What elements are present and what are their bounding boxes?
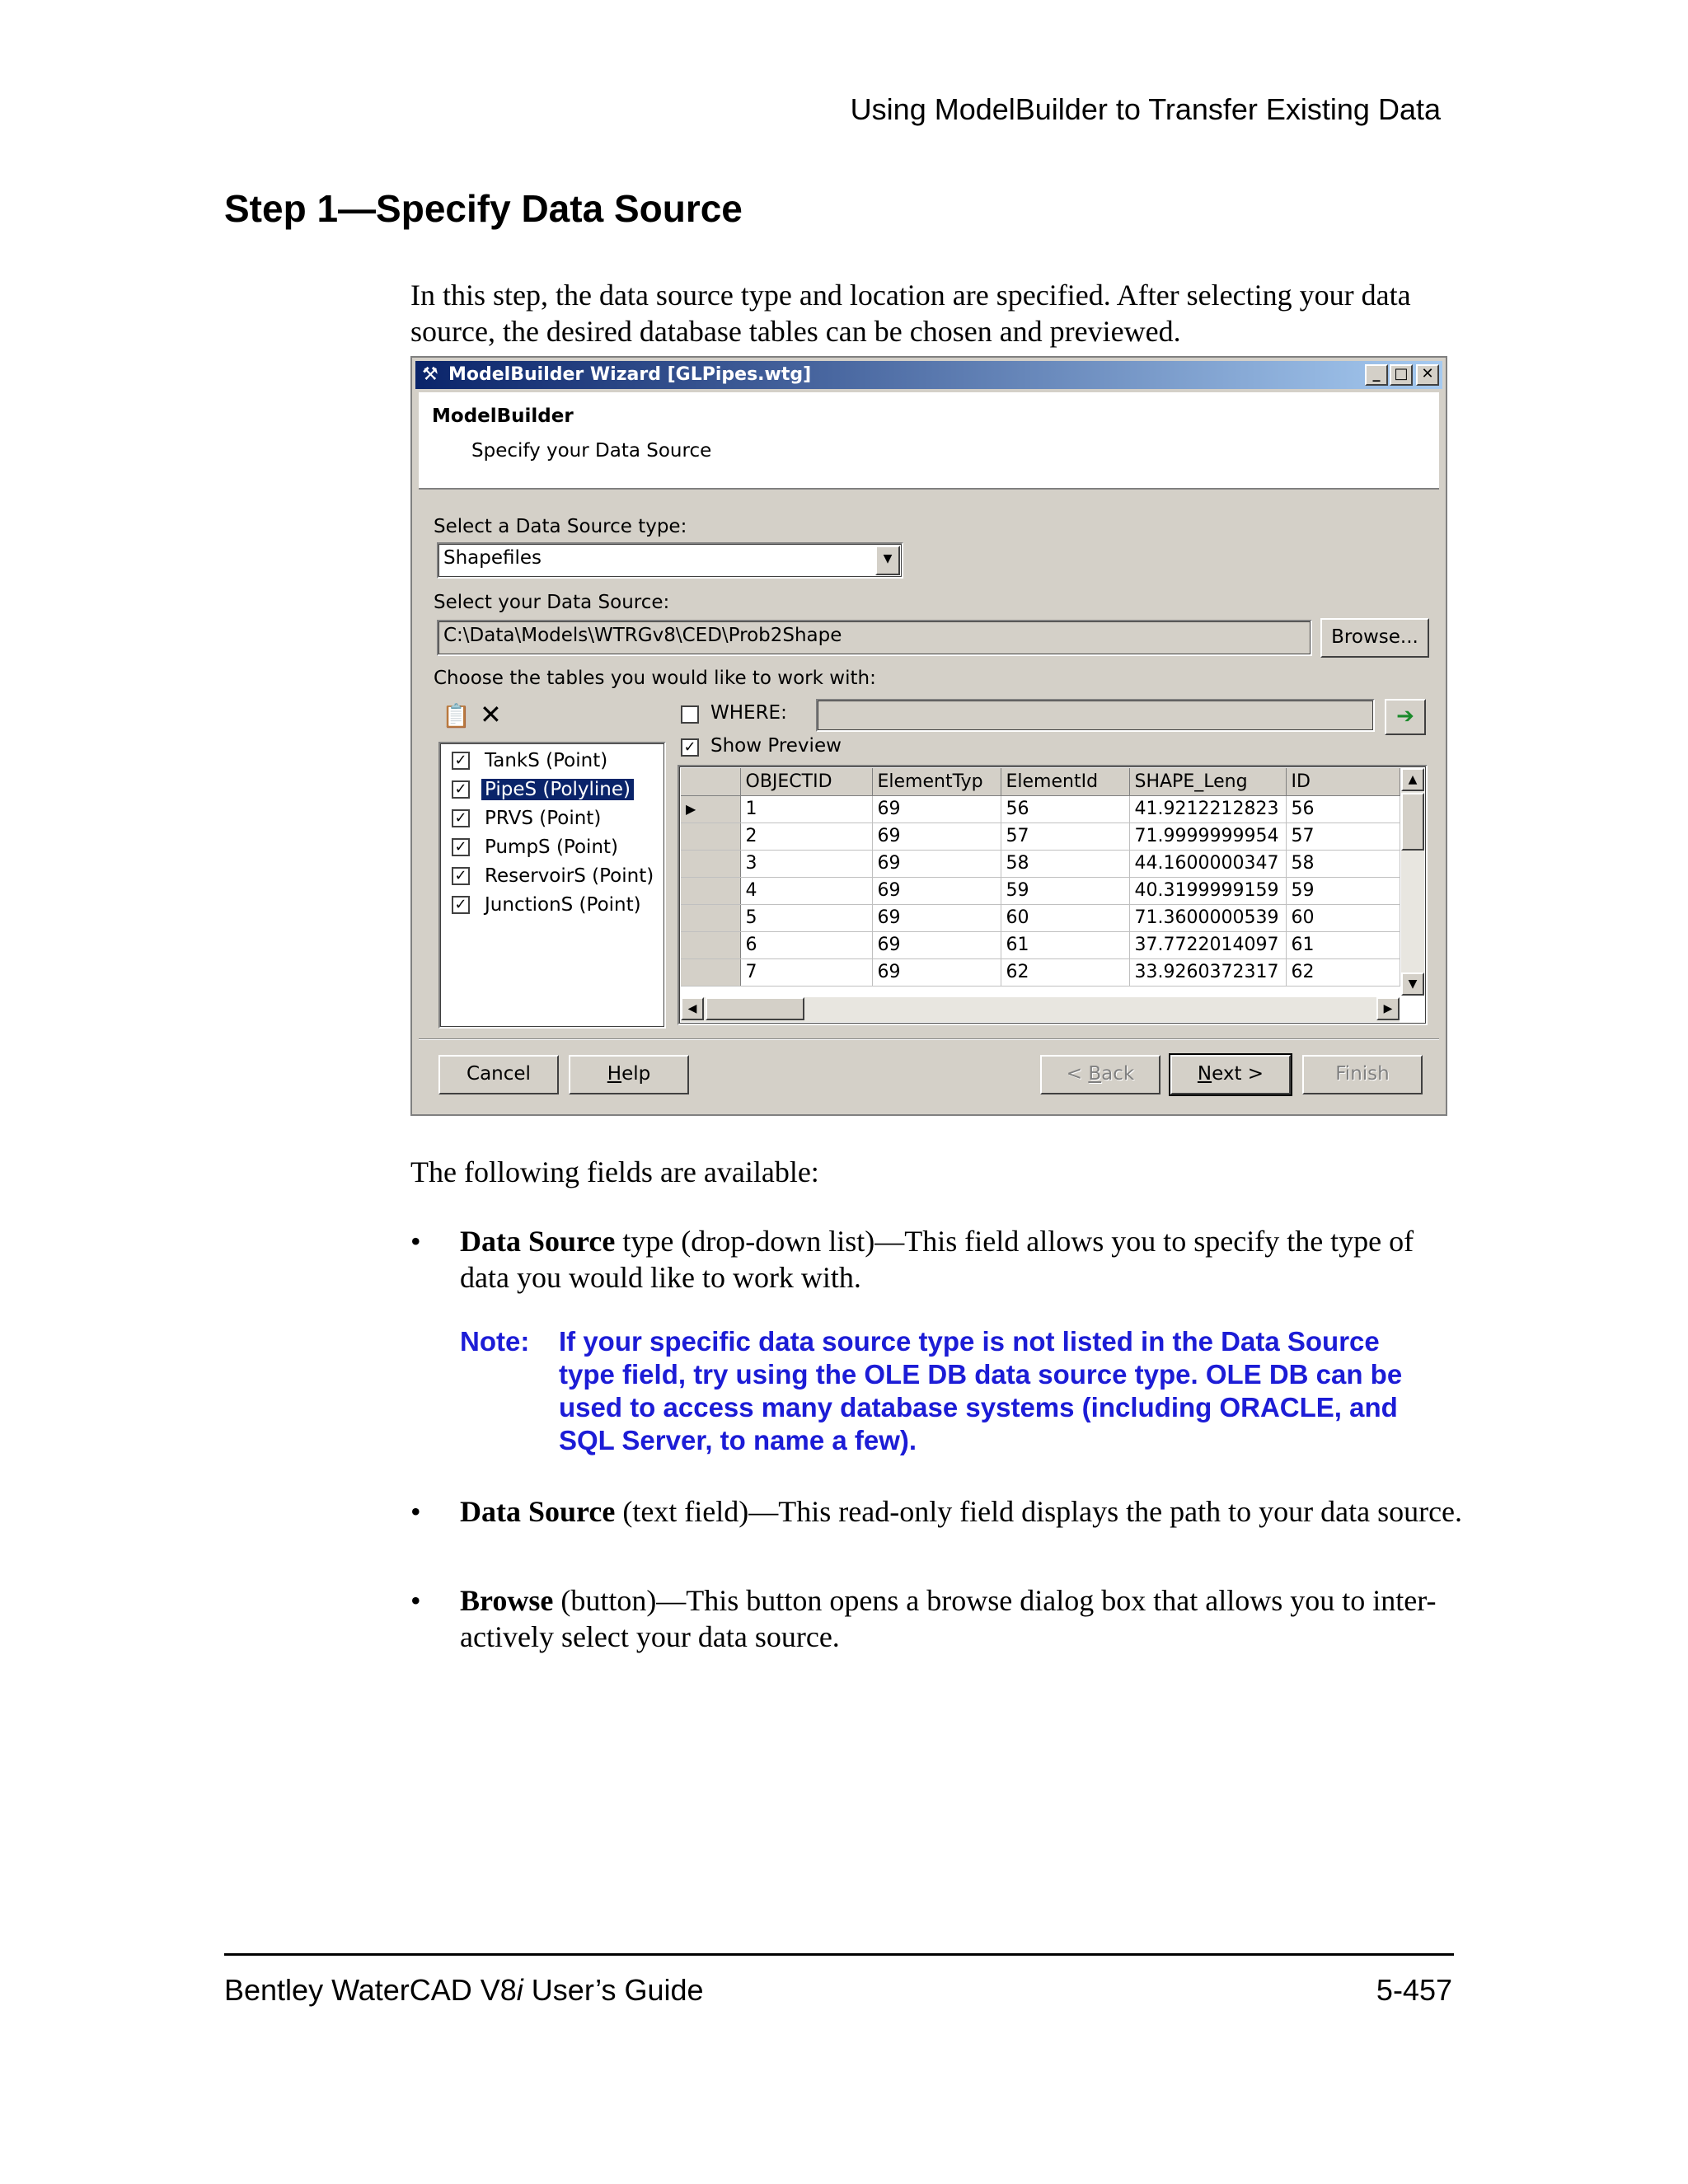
grid-cell: 69: [872, 931, 1001, 958]
grid-cell: 41.9212212823: [1129, 795, 1286, 823]
source-path-field[interactable]: [437, 620, 1312, 656]
grid-cell: 62: [1001, 958, 1129, 986]
close-icon[interactable]: ✕: [1416, 364, 1439, 386]
bullet-glyph: •: [410, 1225, 421, 1258]
grid-cell: 4: [740, 877, 872, 904]
bullet-data-source-field: [410, 1493, 1465, 1530]
table-checkbox[interactable]: ✓: [452, 838, 470, 856]
cancel-button[interactable]: Cancel: [438, 1055, 559, 1094]
bullet-text: (text field)—This read-only field displays the path to your data source.: [615, 1495, 1463, 1528]
help-button[interactable]: Help: [569, 1055, 689, 1094]
table-row[interactable]: [681, 904, 1400, 931]
bullet-term: Data Source: [460, 1225, 616, 1258]
vertical-scrollbar[interactable]: [1401, 768, 1424, 996]
source-label: Select your Data Source:: [434, 592, 670, 613]
arrow-right-icon[interactable]: ➔: [1385, 699, 1426, 735]
grid-column-header[interactable]: OBJECTID: [740, 768, 872, 795]
window-title: ModelBuilder Wizard [GLPipes.wtg]: [448, 364, 812, 385]
table-checkbox[interactable]: ✓: [452, 780, 470, 799]
table-row[interactable]: [681, 823, 1400, 850]
table-row[interactable]: [681, 958, 1400, 986]
table-checkbox[interactable]: ✓: [452, 867, 470, 885]
note-text: If your specific data source type is not listed in the Data Source type field, try using the OLE DB data source type. OLE DB can be used to access many database systems (including ORACLE, and SQL Server, to name a few).: [559, 1326, 1403, 1455]
vertical-scroll-thumb[interactable]: [1401, 793, 1424, 851]
next-button[interactable]: Next >: [1170, 1055, 1291, 1094]
grid-cell: 57: [1286, 823, 1400, 850]
back-button[interactable]: < Back: [1040, 1055, 1160, 1094]
where-input[interactable]: [816, 699, 1375, 732]
grid-cell: 56: [1286, 795, 1400, 823]
grid-cell: 56: [1001, 795, 1129, 823]
source-path-value: C:\Data\Models\WTRGv8\CED\Prob2Shape: [443, 625, 842, 646]
table-checkbox[interactable]: ✓: [452, 896, 470, 914]
scroll-down-icon[interactable]: ▼: [1401, 972, 1424, 996]
show-preview-checkbox[interactable]: ✓: [681, 738, 699, 757]
row-header[interactable]: [681, 823, 740, 850]
table-row[interactable]: [681, 877, 1400, 904]
bullet-glyph: •: [410, 1584, 421, 1617]
preview-grid[interactable]: [678, 765, 1428, 1025]
grid-column-header[interactable]: ElementId: [1001, 768, 1129, 795]
intro-paragraph: In this step, the data source type and location are specified. After selecting your data source, the desired database tables can be chosen and previewed.: [410, 279, 1411, 348]
button-separator: [419, 1038, 1439, 1040]
table-row[interactable]: [681, 850, 1400, 877]
row-header[interactable]: [681, 931, 740, 958]
row-header[interactable]: [681, 850, 740, 877]
grid-cell: 57: [1001, 823, 1129, 850]
grid-cell: 69: [872, 795, 1001, 823]
grid-cell: 7: [740, 958, 872, 986]
grid-cell: 40.3199999159: [1129, 877, 1286, 904]
grid-column-header[interactable]: SHAPE_Leng: [1129, 768, 1286, 795]
note-label: Note:: [460, 1326, 530, 1357]
grid-cell: 58: [1286, 850, 1400, 877]
row-header[interactable]: [681, 877, 740, 904]
note-block: [460, 1325, 1408, 1457]
fields-intro: The following fields are available:: [410, 1155, 819, 1188]
maximize-icon[interactable]: □: [1390, 364, 1413, 386]
table-row[interactable]: [681, 795, 1400, 823]
show-preview-label: Show Preview: [710, 735, 842, 757]
browse-button[interactable]: Browse...: [1320, 618, 1429, 658]
grid-cell: 60: [1286, 904, 1400, 931]
grid-cell: 44.1600000347: [1129, 850, 1286, 877]
source-type-dropdown[interactable]: [437, 542, 903, 579]
modelbuilder-wizard-dialog: [410, 356, 1447, 1116]
grid-cell: 69: [872, 850, 1001, 877]
bullet-term: Browse: [460, 1584, 554, 1617]
grid-cell: 58: [1001, 850, 1129, 877]
app-icon: ⚒: [422, 364, 438, 385]
row-header[interactable]: [681, 958, 740, 986]
grid-corner: [681, 768, 740, 795]
clear-icon[interactable]: ✕: [480, 699, 502, 730]
horizontal-scrollbar[interactable]: [681, 997, 1400, 1022]
bullet-text: type (drop-down list)—This field allows you to specify the type of data you would like to work with.: [460, 1225, 1414, 1294]
horizontal-scroll-thumb[interactable]: [706, 997, 804, 1020]
grid-cell: 37.7722014097: [1129, 931, 1286, 958]
grid-cell: 69: [872, 823, 1001, 850]
tables-label: Choose the tables you would like to work with:: [434, 668, 876, 689]
page-heading: Step 1—Specify Data Source: [224, 187, 743, 230]
title-bar[interactable]: [415, 361, 1442, 389]
scroll-left-icon[interactable]: ◀: [681, 997, 704, 1020]
grid-cell: 2: [740, 823, 872, 850]
grid-cell: 60: [1001, 904, 1129, 931]
bullet-text: (button)—This button opens a browse dialog box that allows you to inter-actively select your data source.: [460, 1584, 1437, 1653]
table-list-label: PRVS (Point): [485, 808, 602, 829]
select-all-icon[interactable]: 📋: [442, 702, 471, 729]
table-list-label: PumpS (Point): [485, 837, 619, 858]
grid-cell: 5: [740, 904, 872, 931]
bullet-browse: [410, 1582, 1465, 1655]
grid-cell: 71.9999999954: [1129, 823, 1286, 850]
footer-rule: [224, 1953, 1454, 1956]
wizard-header: [419, 392, 1439, 490]
grid-cell: 59: [1286, 877, 1400, 904]
grid-cell: 61: [1001, 931, 1129, 958]
table-list-label: PipeS (Polyline): [481, 779, 634, 800]
footer-title: Bentley WaterCAD V8i User’s Guide: [224, 1973, 704, 2007]
row-header[interactable]: ▶: [681, 795, 740, 823]
finish-button[interactable]: Finish: [1302, 1055, 1423, 1094]
scroll-right-icon[interactable]: ▶: [1376, 997, 1400, 1020]
table-list-label: ReservoirS (Point): [485, 865, 654, 887]
preview-table: [681, 768, 1400, 987]
scroll-up-icon[interactable]: ▲: [1401, 768, 1424, 791]
grid-cell: 3: [740, 850, 872, 877]
source-type-value: Shapefiles: [443, 547, 542, 569]
page-number: 5-457: [1376, 1973, 1452, 2007]
grid-cell: 69: [872, 958, 1001, 986]
grid-cell: 61: [1286, 931, 1400, 958]
where-label: WHERE:: [710, 702, 787, 724]
table-list-label: JunctionS (Point): [485, 894, 641, 916]
wizard-header-title: ModelBuilder: [432, 405, 574, 427]
row-header[interactable]: [681, 904, 740, 931]
bullet-term: Data Source: [460, 1495, 616, 1528]
minimize-icon[interactable]: _: [1365, 364, 1388, 386]
bullet-glyph: •: [410, 1495, 421, 1528]
running-head: Using ModelBuilder to Transfer Existing Data: [850, 92, 1441, 126]
grid-cell: 69: [872, 904, 1001, 931]
grid-column-header[interactable]: ID: [1286, 768, 1400, 795]
grid-column-header[interactable]: ElementTyp: [872, 768, 1001, 795]
table-checkbox[interactable]: ✓: [452, 752, 470, 770]
wizard-header-subtitle: Specify your Data Source: [471, 440, 712, 462]
table-checkbox[interactable]: ✓: [452, 809, 470, 827]
grid-cell: 59: [1001, 877, 1129, 904]
table-list-label: TankS (Point): [485, 750, 608, 771]
where-checkbox[interactable]: [681, 705, 699, 724]
table-row[interactable]: [681, 931, 1400, 958]
tables-list[interactable]: [438, 742, 666, 1029]
grid-cell: 71.3600000539: [1129, 904, 1286, 931]
grid-cell: 33.9260372317: [1129, 958, 1286, 986]
bullet-data-source-type: [410, 1223, 1465, 1296]
grid-cell: 62: [1286, 958, 1400, 986]
grid-cell: 1: [740, 795, 872, 823]
chevron-down-icon[interactable]: ▼: [875, 546, 900, 575]
source-type-label: Select a Data Source type:: [434, 516, 687, 537]
grid-cell: 6: [740, 931, 872, 958]
grid-cell: 69: [872, 877, 1001, 904]
